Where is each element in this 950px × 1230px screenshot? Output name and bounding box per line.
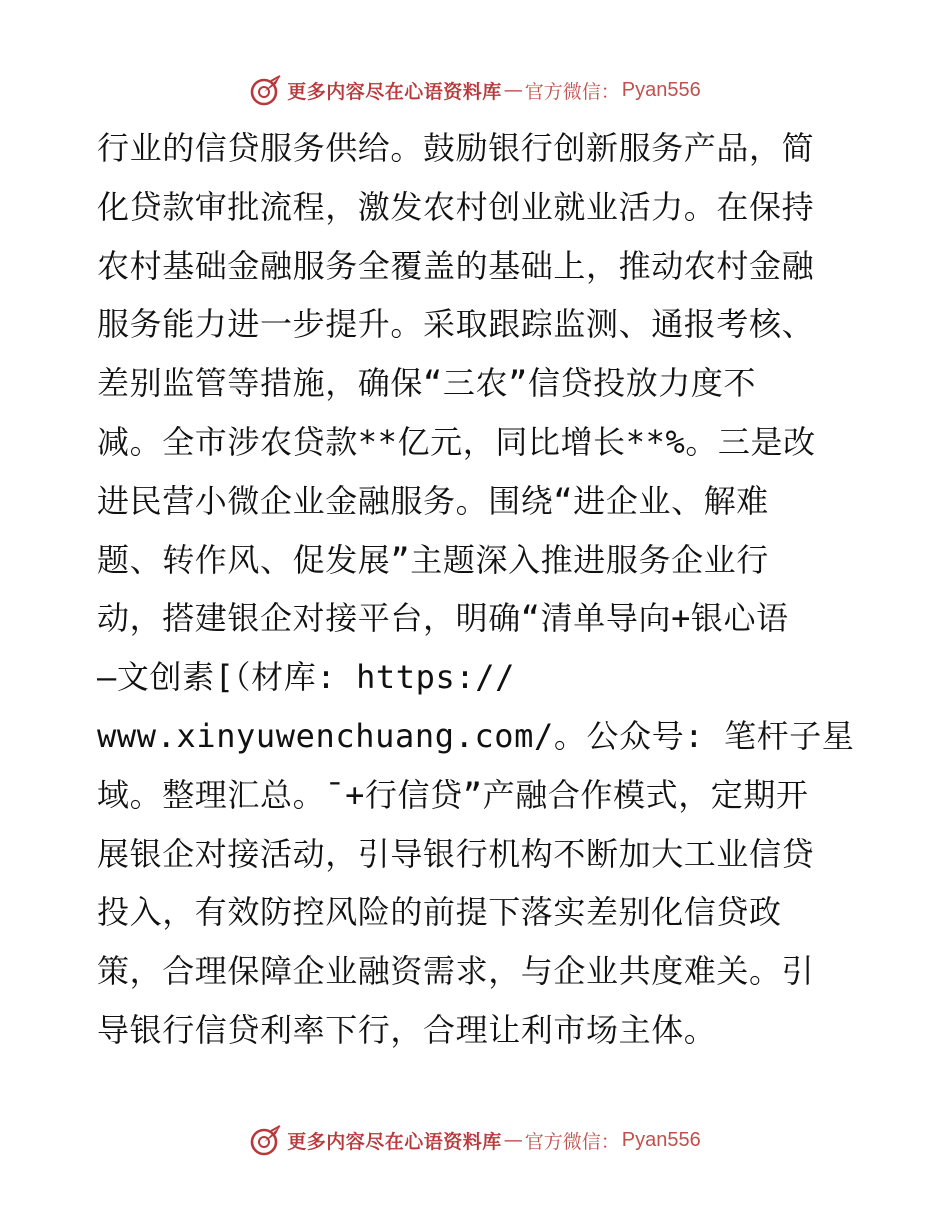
body-line-15: 策，合理保障企业融资需求，与企业共度难关。引 — [97, 952, 815, 991]
body-line-6: 减。全市涉农贷款**亿元，同比增长**%。三是改 — [97, 422, 816, 461]
body-line-4: 服务能力进一步提升。采取跟踪监测、通报考核、 — [97, 305, 815, 344]
body-line-13: 展银企对接活动，引导银行机构不断加大工业信贷 — [97, 834, 815, 873]
body-line-14: 投入，有效防控风险的前提下落实差别化信贷政 — [97, 893, 782, 932]
header-banner-text: 更多内容尽在心语资料库 — [287, 80, 502, 103]
body-line-11: www.xinyuwenchuang.com/。公众号: 笔杆子星 — [97, 716, 855, 755]
header-wechat-id: Pyan556 — [621, 78, 701, 101]
quill-logo-icon — [249, 1123, 283, 1157]
footer-banner-text: 更多内容尽在心语资料库 — [287, 1130, 502, 1153]
footer-banner-separator: — — [503, 1129, 523, 1151]
body-line-12: 域。整理汇总。¯+行信贷”产融合作模式，定期开 — [97, 775, 809, 814]
body-line-16: 导银行信贷利率下行，合理让利市场主体。 — [97, 1010, 717, 1049]
header-wechat-label: 官方微信： — [524, 80, 620, 103]
document-body — [97, 119, 857, 1060]
header-banner — [0, 70, 950, 110]
quill-logo-icon — [249, 73, 283, 107]
body-line-5: 差别监管等措施，确保“三农”信贷投放力度不 — [97, 364, 757, 403]
footer-banner — [0, 1120, 950, 1160]
body-line-8: 题、转作风、促发展”主题深入推进服务企业行 — [97, 540, 769, 579]
body-line-7: 进民营小微企业金融服务。围绕“进企业、解难 — [97, 481, 769, 520]
body-line-9: 动，搭建银企对接平台，明确“清单导向+银心语 — [97, 599, 789, 638]
body-line-10: —文创素[（材库: https:// — [97, 658, 515, 697]
body-line-1: 行业的信贷服务供给。鼓励银行创新服务产品，简 — [97, 129, 815, 167]
footer-wechat-label: 官方微信： — [524, 1130, 620, 1153]
footer-wechat-id: Pyan556 — [621, 1128, 701, 1151]
body-line-3: 农村基础金融服务全覆盖的基础上，推动农村金融 — [97, 246, 815, 285]
body-line-2: 化贷款审批流程，激发农村创业就业活力。在保持 — [97, 187, 815, 226]
header-banner-separator: — — [503, 79, 523, 101]
